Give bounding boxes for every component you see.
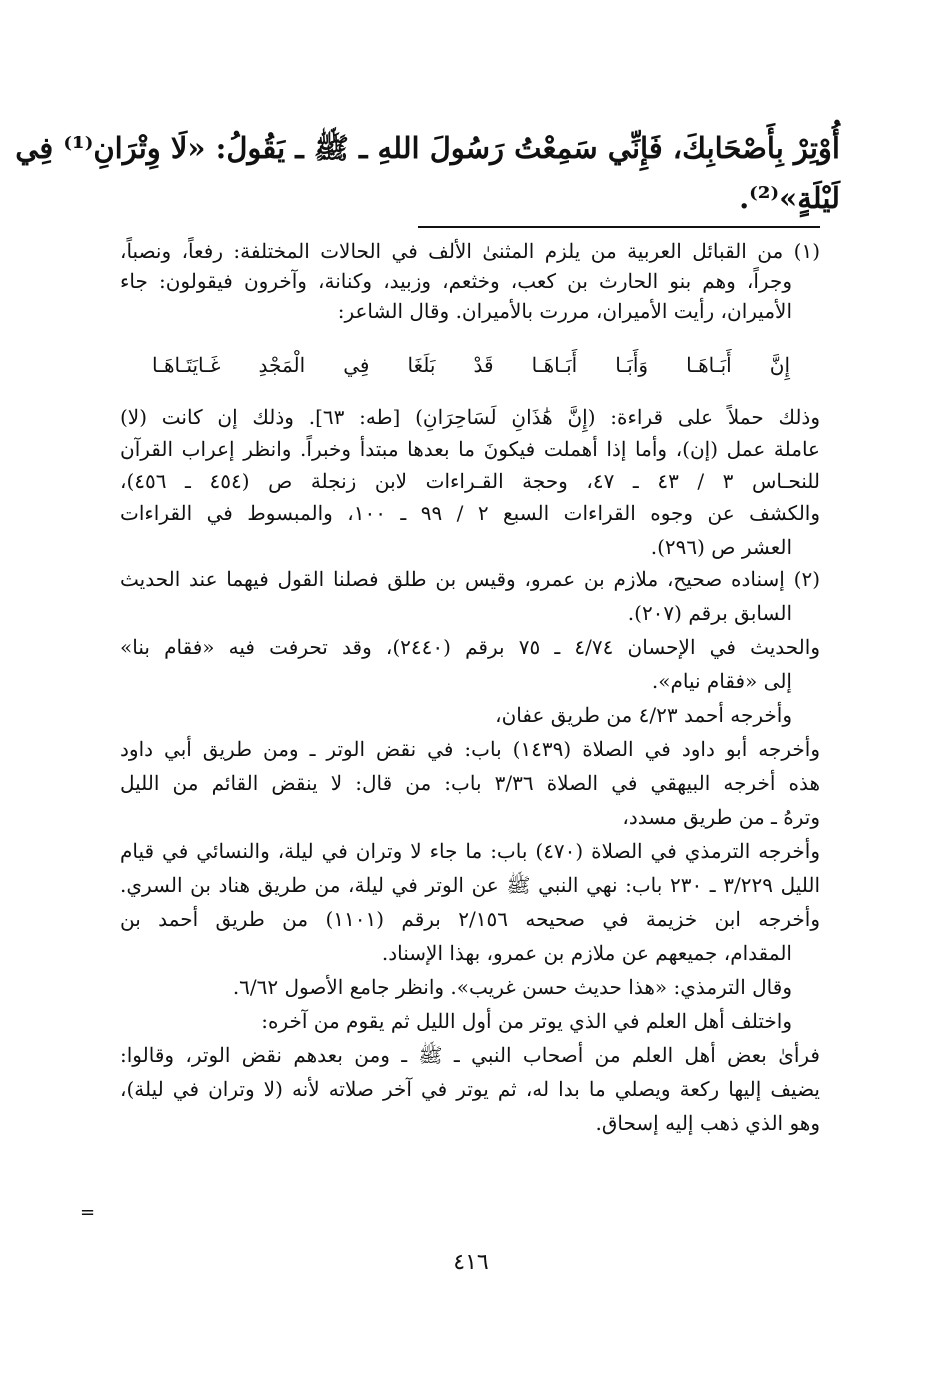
footnote-separator xyxy=(418,226,820,228)
footnote-line: الأميران، رأيت الأميران، مررت بالأميران. وقال الشاعر: xyxy=(337,299,792,323)
footnote-line: وجراً، وهم بنو الحارث بن كعب، وخثعم، وزبيد، وكنانة، وآخرون فيقولون: جاء xyxy=(120,269,792,293)
footnote-line: وقال الترمذي: «هذا حديث حسن غريب». وانظر جامع الأصول ٦/٦٢. xyxy=(232,975,792,999)
footnote-line: وترهُ ـ من طريق مسدد، xyxy=(622,805,820,829)
footnote-line: (١) من القبائل العربية من يلزم المثنىٰ الألف في الحالات المختلفة: رفعاً، ونصباً، xyxy=(120,239,820,263)
footnote-line: وهو الذي ذهب إليه إسحاق. xyxy=(595,1111,820,1135)
footnote-line: واختلف أهل العلم في الذي يوتر من أول الليل ثم يقوم من آخره: xyxy=(261,1009,792,1033)
footnote-line: للنحـاس ٣ / ٤٣ ـ ٤٧، وحجة القـراءات لابن زنجلة ص (٤٥٤ ـ ٤٥٦)، xyxy=(120,469,821,493)
main-text-line: أُوْتِرْ بِأَصْحَابِكَ، فَإِنِّي سَمِعْتُ رَسُولَ اللهِ ـ ﷺ ـ يَقُولُ: «لَا وِتْرَانِ⁽¹⁾ فِي xyxy=(15,131,840,165)
poetry-verse: إِنَّ أَبَـاهَـا وَأَبَـا أَبَـاهَـا قَدْ بَلَغَا فِي الْمَجْدِ غَـايَتَـاهَـا xyxy=(152,353,790,377)
footnote-line: وأخرجه أبو داود في الصلاة (١٤٣٩) باب: في نقض الوتر ـ ومن طريق أبي داود xyxy=(120,737,820,761)
footnote-line: الليل ٣/٢٢٩ ـ ٢٣٠ باب: نهي النبي ﷺ عن الوتر في ليلة، من طريق هناد بن السري. xyxy=(120,873,821,897)
footnote-line: السابق برقم (٢٠٧). xyxy=(627,601,792,625)
footnote-line: يضيف إليها ركعة ويصلي ما بدا له، ثم يوتر في آخر صلاته لأنه (لا وتران في ليلة)، xyxy=(120,1077,820,1101)
footnote-line: فرأىٰ بعض أهل العلم من أصحاب النبي ـ ﷺ ـ ومن بعدهم نقض الوتر، وقالوا: xyxy=(120,1043,820,1067)
footnote-line: هذه أخرجه البيهقي في الصلاة ٣/٣٦ باب: من قال: لا ينقض القائم من الليل xyxy=(120,771,821,795)
footnote-line: (٢) إسناده صحيح، ملازم بن عمرو، وقيس بن طلق فصلنا القول فيهما عند الحديث xyxy=(120,567,820,591)
margin-mark: = xyxy=(80,1202,96,1223)
page-number: ٤١٦ xyxy=(453,1250,489,1275)
footnote-line: والكشف عن وجوه القراءات السبع ٢ / ٩٩ ـ ١٠٠، والمبسوط في القراءات xyxy=(120,501,821,525)
footnote-line: وأخرجه الترمذي في الصلاة (٤٧٠) باب: ما جاء لا وتران في ليلة، والنسائي في قيام xyxy=(120,839,820,863)
footnote-line: والحديث في الإحسان ٤/٧٤ ـ ٧٥ برقم (٢٤٤٠)، وقد تحرفت فيه «فقام بنا» xyxy=(120,635,820,659)
footnote-line: وأخرجه ابن خزيمة في صحيحه ٢/١٥٦ برقم (١١٠١) من طريق أحمد بن xyxy=(120,907,820,931)
footnote-line: عاملة عمل (إن)، وأما إذا أهملت فيكونَ ما بعدها مبتدأ وخبراً. وانظر إعراب القرآن xyxy=(120,437,820,461)
footnote-line: وأخرجه أحمد ٤/٢٣ من طريق عفان، xyxy=(495,703,792,727)
main-text-line: لَيْلَةٍ»⁽²⁾. xyxy=(739,181,840,215)
footnote-line: المقدام، جميعهم عن ملازم بن عمرو، بهذا الإسناد. xyxy=(381,941,792,965)
footnote-line: العشر ص (٢٩٦). xyxy=(650,535,792,559)
footnote-line: وذلك حملاً على قراءة: (إِنَّ هَٰذَانِ لَسَاحِرَانِ) [طه: ٦٣]. وذلك إن كانت (لا) xyxy=(120,405,820,429)
footnote-line: إلى «فقام نيام». xyxy=(651,669,792,693)
